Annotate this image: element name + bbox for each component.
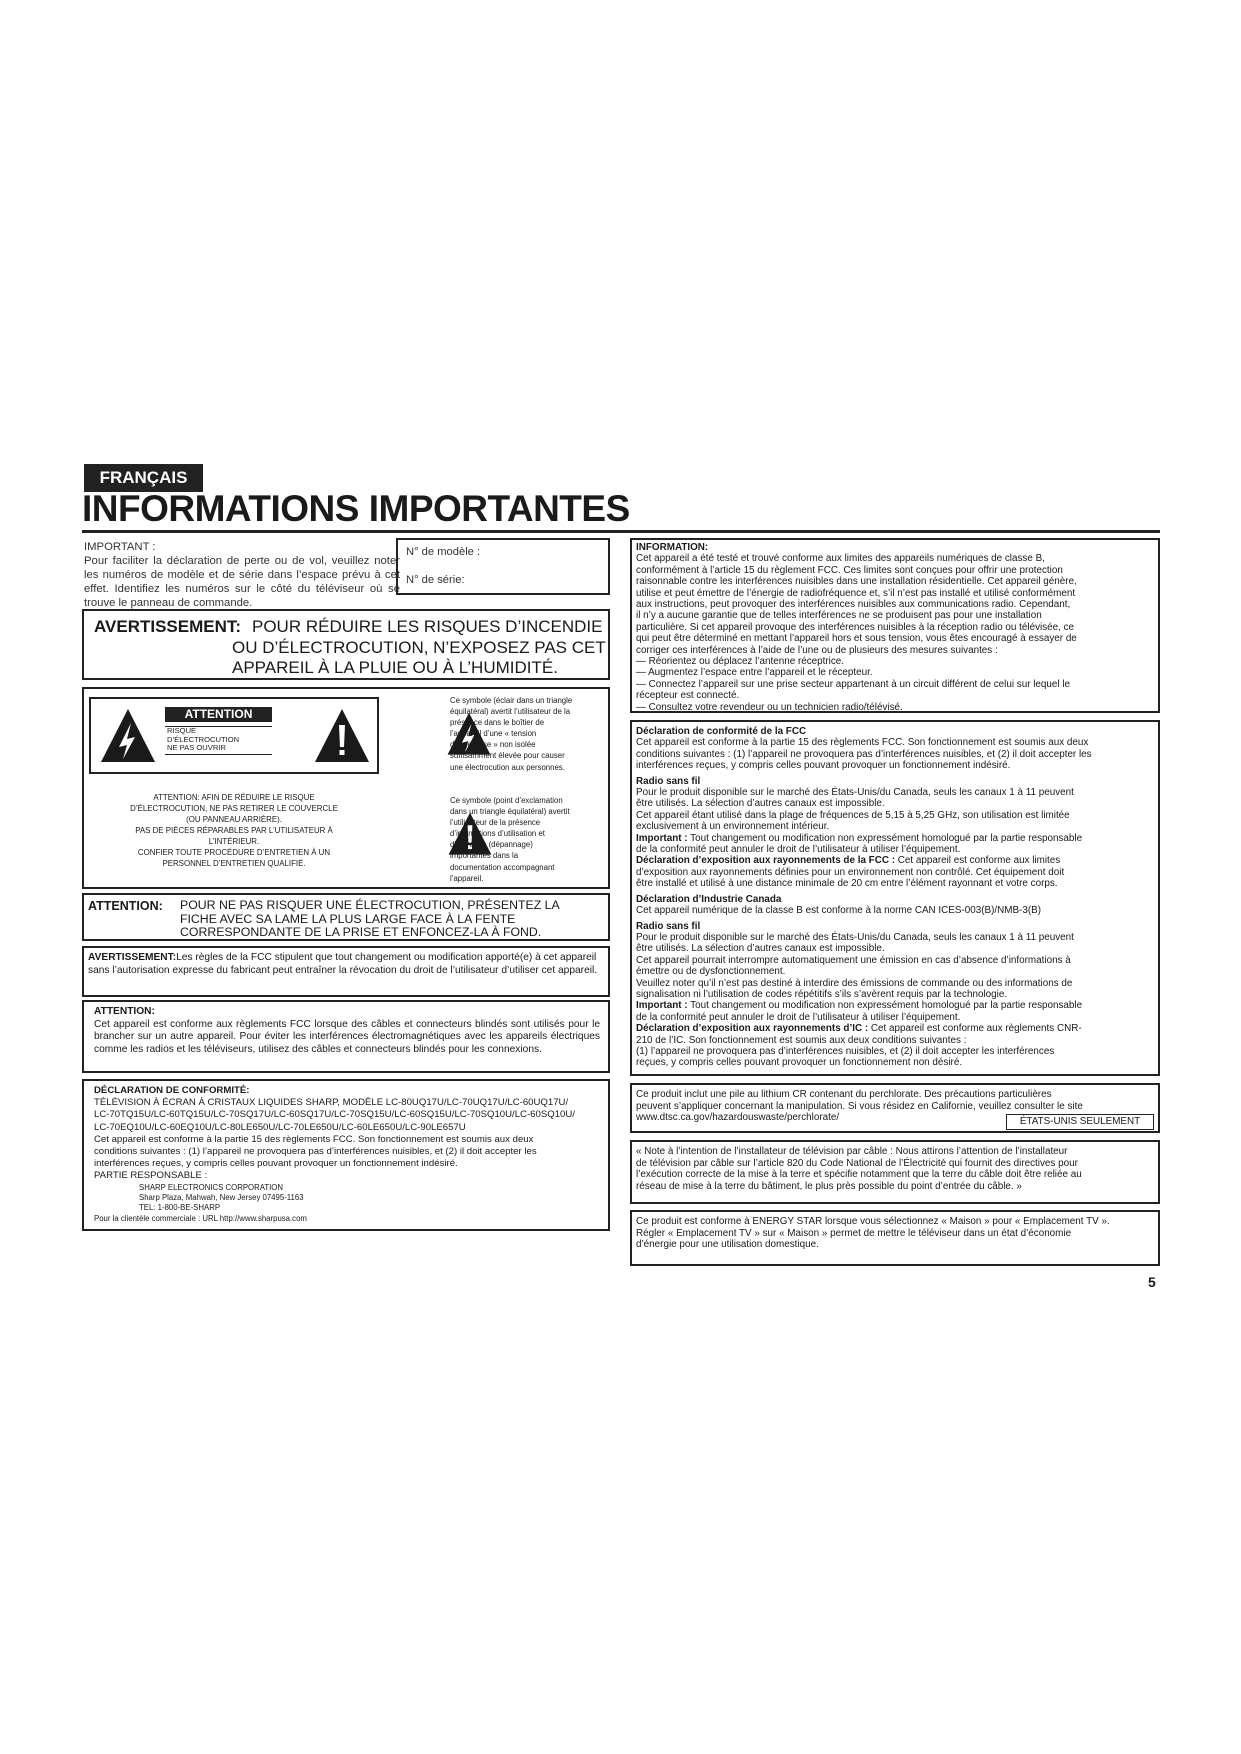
energy-star-box <box>630 1210 1160 1266</box>
attention-cables-label: ATTENTION: <box>94 1006 155 1017</box>
conformity-section <box>94 1085 606 1224</box>
us-only-badge: ÉTATS-UNIS SEULEMENT <box>1006 1114 1154 1130</box>
page-title: INFORMATIONS IMPORTANTES <box>82 488 630 529</box>
information-box <box>630 538 1160 713</box>
fcc-warning <box>88 952 604 977</box>
important-note <box>636 833 1158 856</box>
conformity-box <box>82 1079 610 1231</box>
industry-canada-text: Cet appareil numérique de la classe B est conforme à la norme CAN ICES-003(B)/NMB-3(B) <box>636 905 1042 917</box>
fcc-exposure-label: Déclaration d’exposition aux rayonnements de la FCC : <box>636 855 896 867</box>
ic-exposure-text: Cet appareil est conforme aux règlements CNR- 210 de l’IC. Son fonctionnement est soumis aux deux conditions suivantes : (1) l’appareil ne provoquera pas d’interférences nuisibles, et (2) il doit accepter les interférences reçues, y compris celles pouvant provoquer un fonctionnement non désiré. <box>636 1023 1082 1069</box>
perchlorate-box <box>630 1083 1160 1133</box>
important-note-2 <box>636 1000 1158 1023</box>
responsible-address: Sharp Plaza, Mahwah, New Jersey 07495-1163 <box>139 1193 304 1203</box>
attention-plug-text: POUR NE PAS RISQUER UNE ÉLECTROCUTION, PRÉSENTEZ LA FICHE AVEC SA LAME LA PLUS LARGE FACE À LA FENTE CORRESPONDANTE DE LA PRISE ET ENFONCEZ-LA À FOND. <box>180 898 560 939</box>
responsible-company: SHARP ELECTRONICS CORPORATION <box>139 1182 283 1192</box>
radio-text-2: Pour le produit disponible sur le marché des États-Unis/du Canada, seuls les canaux 1 à 11 peuvent être utilisés. La sélection d’autres canaux est impossible. Cet appareil pourrait interrompre automatiquement une émission en cas d’absence d’informations à émettre ou de dysfonctionnement. Veuillez noter qu’il n’est pas destiné à interdire des émissions de commande ou des informations de signalisation ni l’utilisation de codes répétitifs s’ils s’avèrent requis par la technologie. <box>636 931 1074 1000</box>
radio-title: Radio sans fil <box>636 775 701 787</box>
fcc-conformity-text: Cet appareil est conforme à la partie 15 des règlements FCC. Son fonctionnement est soumis aux deux conditions suivantes : (1) l’appareil ne provoquera pas d’interférences nuisibles, et (2) il doit accepter les interférences reçues, y compris celles pouvant provoquer un fonctionnement indésiré. <box>636 737 1092 772</box>
important-note-2-text: Tout changement ou modification non expressément homologué par la partie responsable de la conformité peut annuler le droit de l’utilisateur à utiliser l’équipement. <box>636 1000 1083 1023</box>
measure-item: — Connectez l’appareil sur une prise secteur appartenant à un circuit différent de celui sur lequel le récepteur est connecté. <box>636 678 1071 702</box>
attention-cables-text: Cet appareil est conforme aux règlements FCC lorsque des câbles et connecteurs blindés sont utilisés pour le brancher sur un autre appareil. Pour éviter les interférences électromagnétiques avec les appareils électriques comme les radios et les téléviseurs, utilisez des câbles et connecteurs blindés pour les connexions. <box>94 1018 600 1055</box>
ic-exposure-label: Déclaration d’exposition aux rayonnements d’IC : <box>636 1023 869 1035</box>
conformity-text: Cet appareil est conforme à la partie 15 des règlements FCC. Son fonctionnement est soumis aux deux conditions suivantes : (1) l’appareil ne provoquera pas d’interférences nuisibles, et (2) il doit accepter les interférences reçues, y compris celles pouvant provoquer un fonctionnement indésiré. <box>94 1133 537 1170</box>
page-number: 5 <box>1148 1274 1156 1290</box>
fcc-conformity-title: Déclaration de conformité de la FCC <box>636 726 807 737</box>
avertissement-label: AVERTISSEMENT: <box>94 617 242 636</box>
model-number-label: N° de modèle : <box>406 546 481 558</box>
fcc-warning-box <box>82 946 610 997</box>
attention-label-sub: RISQUE D’ÉLECTROCUTION NE PAS OUVRIR <box>167 726 240 753</box>
responsible-tel: TEL: 1-800-BE-SHARP <box>139 1203 221 1213</box>
important-note-2-label: Important : <box>636 1000 688 1012</box>
serial-number-label: N° de série: <box>406 574 465 586</box>
radio-title-2: Radio sans fil <box>636 920 701 932</box>
fcc-ic-section <box>636 726 1158 1069</box>
attention-caption: ATTENTION: AFIN DE RÉDUIRE LE RISQUE D’ÉLECTROCUTION, NE PAS RETIRER LE COUVERCLE (OU PANNEAU ARRIÈRE). PAS DE PIÈCES RÉPARABLES PAR L’UTILISATEUR À L’INTÉRIEUR. CONFIER TOUTE PROCÉDURE D’ENTRETIEN À UN PERSONNEL D’ENTRETIEN QUALIFIÉ. <box>130 793 338 868</box>
attention-label-card <box>89 697 379 774</box>
responsible-party-label: PARTIE RESPONSABLE : <box>94 1170 208 1182</box>
information-section <box>636 542 1158 713</box>
cable-installer-text: « Note à l’intention de l’installateur de télévision par câble : Nous attirons l’attention de l’installateur de télévision par câble sur l’article 820 du Code National de l’Électricité qui fournit des directives pour l’exécution correcte de la mise à la terre et spécifie notamment que la terre du câble doit être reliée au réseau de mise à la terre du bâtiment, le plus près possible du point d’entrée du câble. » <box>636 1146 1082 1192</box>
industry-canada-title: Déclaration d’Industrie Canada <box>636 893 782 905</box>
information-text: Cet appareil a été testé et trouvé conforme aux limites des appareils numériques de classe B, conformément à l’article 15 du règlement FCC. Ces limites sont conçues pour offrir une protection raisonnable contre les interférences nuisibles dans une installation résidentielle. Cet appareil génère, utilise et peut émettre de l’énergie de radiofréquence et, s’il n’est pas installé et utilisé conformément aux instructions, peut provoquer des interférences nuisibles aux communications radio. Cependant, il n’y a aucune garantie que de telles interférences ne se produisent pas pour une installation particulière. Si cet appareil provoque des interférences nuisibles à la réception radio ou télévisée, ce qui peut être déterminé en mettant l’appareil hors et sous tension, vous êtes encouragé à essayer de corriger ces interférences à l’aide de l’une ou de plusieurs des mesures suivantes : <box>636 553 1077 656</box>
avertissement-box <box>82 609 610 680</box>
commercial-clientele: Pour la clientèle commerciale : URL http://www.sharpusa.com <box>94 1213 307 1223</box>
language-tag: FRANÇAIS <box>84 464 203 492</box>
lightning-triangle-icon <box>99 707 157 765</box>
attention-plug-label: ATTENTION: <box>88 899 163 913</box>
avertissement-line-3: APPAREIL À LA PLUIE OU À L’HUMIDITÉ. <box>232 658 558 677</box>
exclamation-symbol-text: Ce symbole (point d’exclamation dans un triangle équilatéral) avertit l’utilisateur de la présence d’instructions d’utilisation et d’entretien (dépannage) importantes dans la documentation accompagnant l’appareil. <box>450 796 570 883</box>
attention-plug-box <box>82 893 610 941</box>
avertissement-line-2: OU D’ÉLECTROCUTION, N’EXPOSEZ PAS CET <box>232 638 606 657</box>
title-rule <box>82 530 1160 533</box>
cable-installer-box <box>630 1140 1160 1204</box>
attention-label-header: ATTENTION <box>165 707 272 722</box>
ic-exposure-note <box>636 1023 1158 1069</box>
conformity-title: DÉCLARATION DE CONFORMITÉ: <box>94 1085 250 1096</box>
radio-text: Pour le produit disponible sur le marché des États-Unis/du Canada, seuls les canaux 1 à 11 peuvent être utilisés. La sélection d’autres canaux est impossible. Cet appareil étant utilisé dans la plage de fréquences de 5,15 à 5,25 GHz, son utilisation est limitée exclusivement à un environnement intérieur. <box>636 787 1074 833</box>
important-note-text: Tout changement ou modification non expressément homologué par la partie responsable de la conformité peut annuler le droit de l’utilisateur à utiliser l’équipement. <box>636 832 1083 856</box>
measure-item: — Augmentez l’espace entre l’appareil et le récepteur. <box>636 667 873 679</box>
safety-symbols-panel <box>82 687 610 889</box>
fcc-warning-text: Les règles de la FCC stipulent que tout changement ou modification apporté(e) à cet appareil sans l’autorisation expresse du fabricant peut entraîner la révocation du droit de l’utilisateur d’utiliser cet appareil. <box>88 952 598 976</box>
important-label: IMPORTANT : <box>84 541 156 553</box>
information-title: INFORMATION: <box>636 542 709 553</box>
attention-cables-box <box>82 1000 610 1073</box>
lightning-symbol-text: Ce symbole (éclair dans un triangle équilatéral) avertit l’utilisateur de la présence dans le boîtier de l’appareil d’une « tension dangereuse » non isolée suffisamment élevée pour causer une électrocution aux personnes. <box>450 696 573 772</box>
exclamation-triangle-icon <box>313 707 371 765</box>
energy-star-text: Ce produit est conforme à ENERGY STAR lorsque vous sélectionnez « Maison » pour « Emplacement TV ». Régler « Emplacement TV » sur « Maison » permet de mettre le téléviseur dans un état d’économie d’énergie pour une utilisation domestique. <box>636 1216 1110 1251</box>
fcc-warning-label: AVERTISSEMENT: <box>88 952 177 963</box>
important-note-label: Important : <box>636 832 688 844</box>
conformity-models: TÉLÉVISION À ÉCRAN À CRISTAUX LIQUIDES SHARP, MODÈLE LC-80UQ17U/LC-70UQ17U/LC-60UQ17U/ LC-70TQ15U/LC-60TQ15U/LC-70SQ17U/LC-60SQ17U/LC-70SQ15U/LC-60SQ15U/LC-70SQ10U/LC-60SQ10U/ LC-70EQ10U/LC-60EQ10U/LC-80LE650U/LC-70LE650U/LC-60LE650U/LC-90LE657U <box>94 1097 575 1133</box>
measure-item: — Réorientez ou déplacez l’antenne réceptrice. <box>636 656 845 668</box>
perchlorate-text: Ce produit inclut une pile au lithium CR contenant du perchlorate. Des précautions particulières peuvent s’appliquer concernant la manipulation. Si vous résidez en Californie, veuillez consulter le site www.dtsc.ca.gov/hazardouswaste/perchlorate/ <box>636 1089 1083 1124</box>
fcc-ic-box <box>630 720 1160 1076</box>
fcc-exposure-note <box>636 855 1158 889</box>
measure-item: — Consultez votre revendeur ou un technicien radio/télévisé. <box>636 701 903 713</box>
avertissement-line-1: POUR RÉDUIRE LES RISQUES D’INCENDIE <box>252 617 603 636</box>
important-text: Pour faciliter la déclaration de perte ou de vol, veuillez noter les numéros de modèle et de série dans l’espace prévu à cet effet. Identifiez les numéros sur le côté du téléviseur où se trouve le panneau de commande. <box>84 555 400 610</box>
attention-cables <box>94 1006 600 1056</box>
fcc-exposure-text: Cet appareil est conforme aux limites d’exposition aux rayonnements définies pour un environnement non contrôlé. Cet équipement doit être installé et utilisé à une distance minimale de 20 cm entre l’élément rayonnant et votre corps. <box>636 855 1065 890</box>
important-section <box>84 540 400 610</box>
serial-number-box <box>396 538 610 595</box>
